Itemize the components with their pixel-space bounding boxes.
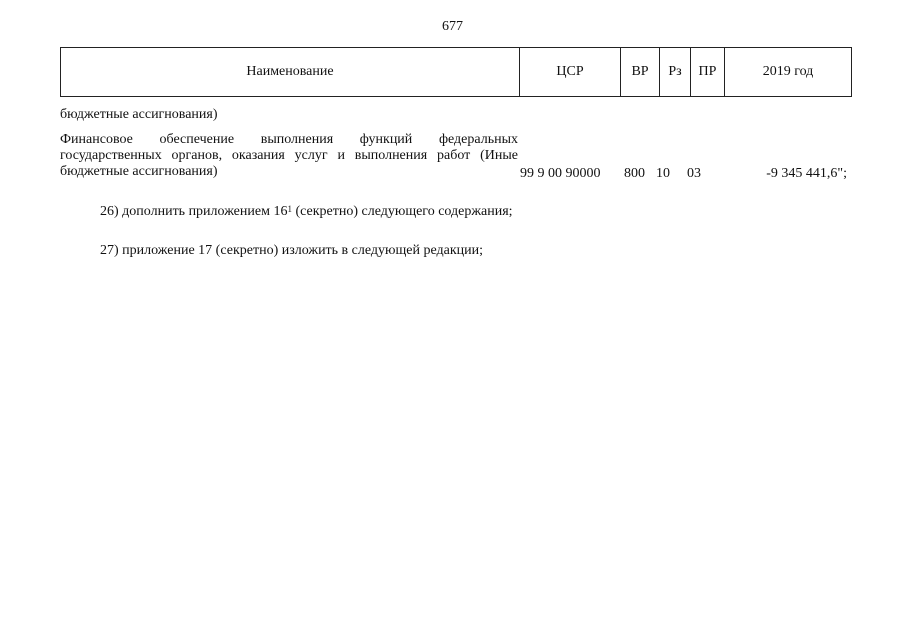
paragraph-27: 27) приложение 17 (секретно) изложить в следующей редакции; xyxy=(100,243,484,258)
header-name: Наименование xyxy=(61,48,520,97)
table-header xyxy=(60,47,852,97)
row-name-line-3: бюджетные ассигнования) xyxy=(60,164,218,179)
paragraph-26-text: 26) дополнить приложением 16 xyxy=(100,204,288,219)
row-name-line-1: Финансовое обеспечение выполнения функций федеральных xyxy=(60,132,518,147)
header-rz: Рз xyxy=(660,48,691,97)
header-csr: ЦСР xyxy=(520,48,621,97)
header-pr: ПР xyxy=(691,48,725,97)
row-pr: 03 xyxy=(687,166,701,181)
header-vr: ВР xyxy=(621,48,660,97)
table-row-name xyxy=(60,132,518,180)
row-csr: 99 9 00 90000 xyxy=(520,166,601,181)
page-number: 677 xyxy=(442,19,463,34)
header-year: 2019 год xyxy=(725,48,852,97)
row-rz: 10 xyxy=(656,166,670,181)
row-name-line-2: государственных органов, оказания услуг и выполнения работ (Иные xyxy=(60,148,518,163)
table-header-row xyxy=(61,48,852,97)
paragraph-26 xyxy=(100,203,513,220)
paragraph-26-text-end: (секретно) следующего содержания; xyxy=(291,204,513,219)
paragraph-26-superscript: 1 xyxy=(287,204,292,214)
continuation-text: бюджетные ассигнования) xyxy=(60,107,218,122)
row-amount: -9 345 441,6"; xyxy=(766,166,847,181)
row-vr: 800 xyxy=(624,166,645,181)
